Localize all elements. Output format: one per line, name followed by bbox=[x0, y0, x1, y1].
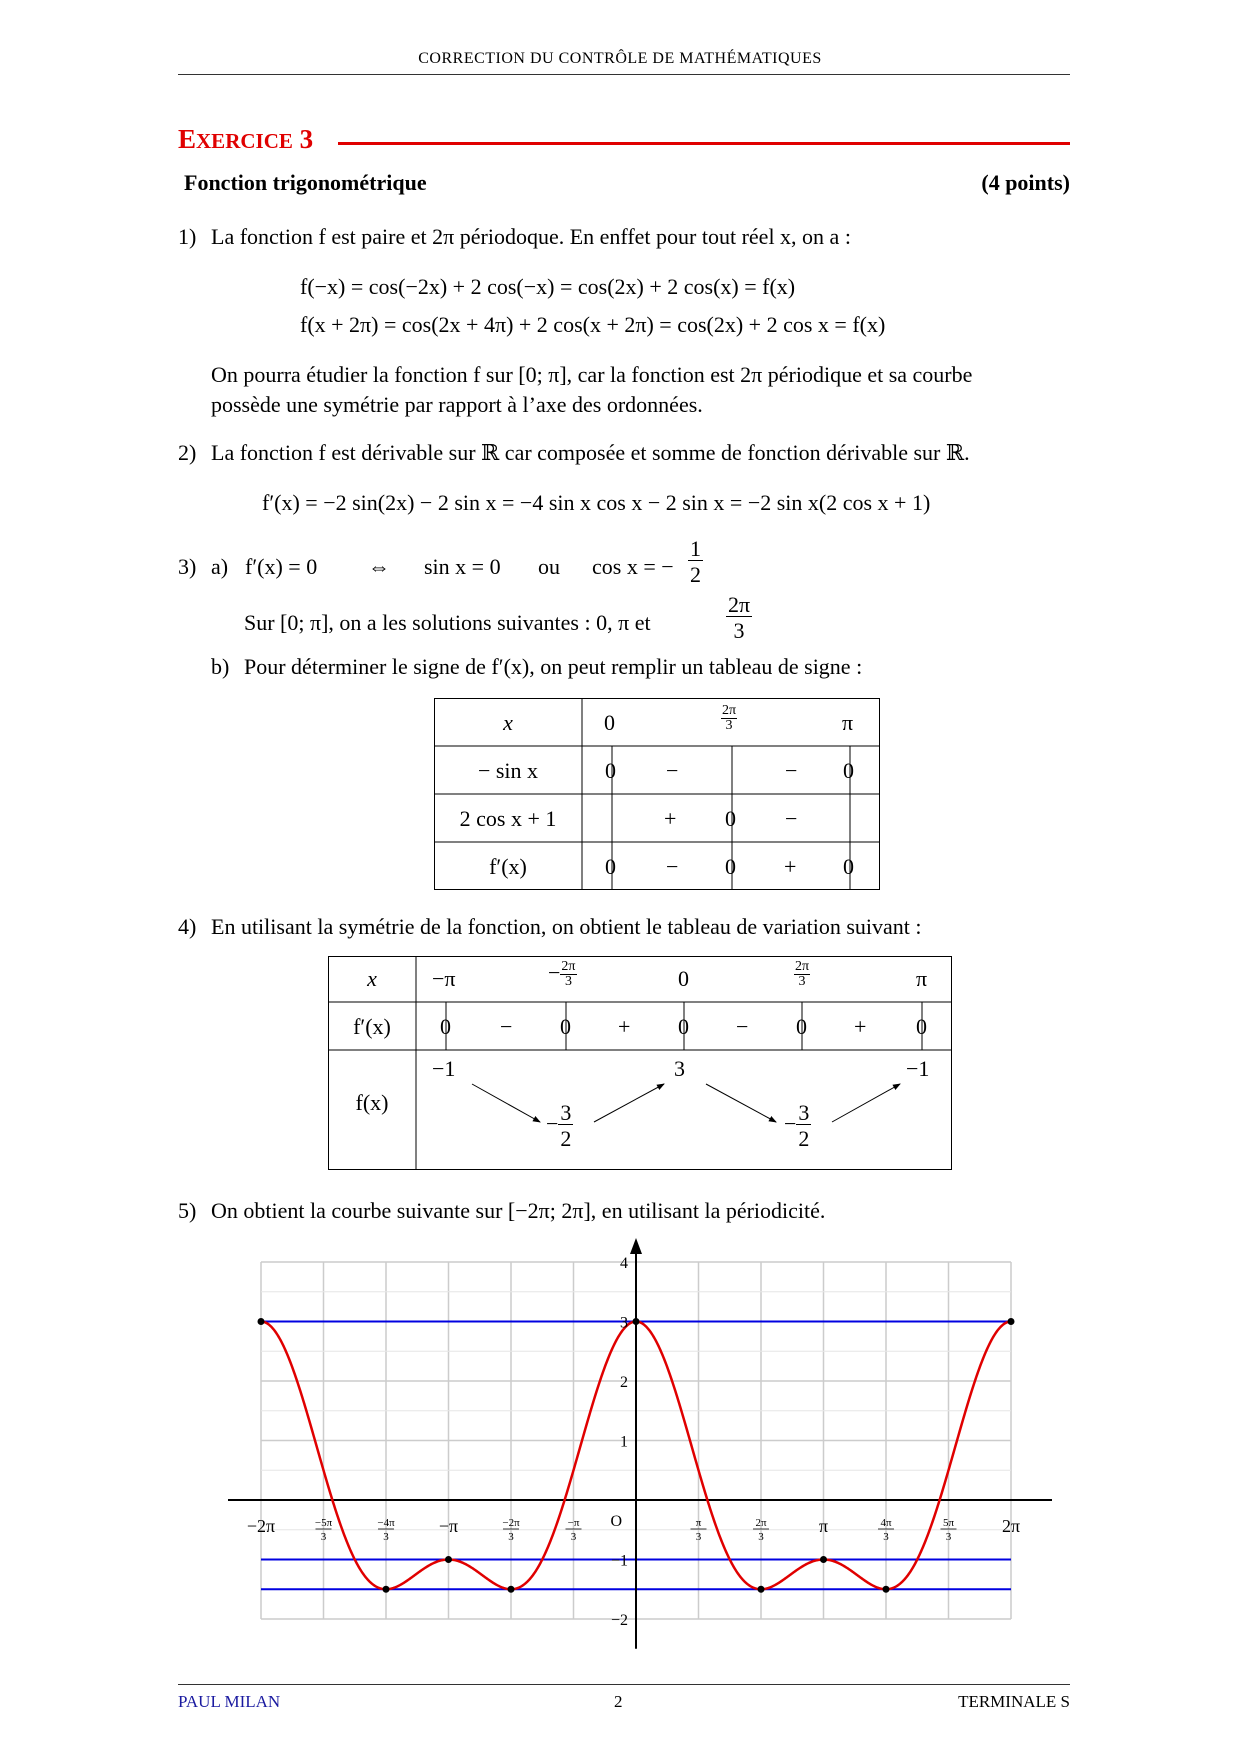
var-fp-sign-1: − bbox=[500, 1014, 513, 1039]
var-x-minus-2pi3 bbox=[548, 960, 577, 989]
var-x-zero: 0 bbox=[678, 966, 689, 991]
sign-x1-den: 3 bbox=[725, 718, 733, 733]
sign-x0: 0 bbox=[604, 710, 615, 735]
footer-author bbox=[178, 1692, 280, 1712]
var-f-min1-den: 2 bbox=[560, 1126, 572, 1151]
q2-number: 2) bbox=[178, 440, 197, 465]
sign-row2-s1: + bbox=[664, 806, 677, 831]
exercise-title-first: E bbox=[178, 124, 197, 154]
q3a-eq1: f′(x) = 0 bbox=[245, 554, 318, 579]
sign-x2: π bbox=[842, 710, 854, 735]
page-header: CORRECTION DU CONTRÔLE DE MATHÉMATIQUES bbox=[418, 50, 822, 67]
y-axis-arrow bbox=[630, 1238, 642, 1254]
q3b-text: Pour déterminer le signe de f′(x), on peut remplir un tableau de signe : bbox=[244, 654, 863, 679]
var-fp-zero-4: 0 bbox=[796, 1014, 807, 1039]
q1-note-line2: possède une symétrie par rapport à l’axe des ordonnées. bbox=[211, 392, 703, 417]
x-tick-label-den: 3 bbox=[695, 1531, 702, 1543]
sign-row1-s1: − bbox=[666, 758, 679, 783]
x-tick-label-num: π bbox=[695, 1517, 702, 1529]
sign-row2-label: 2 cos x + 1 bbox=[459, 806, 557, 831]
var-x3-num: 2π bbox=[795, 959, 810, 974]
q3a-label: a) bbox=[211, 554, 229, 579]
q1-text: La fonction f est paire et 2π périodoque. En enffet pour tout réel x, on a : bbox=[211, 224, 851, 249]
var-x1-den: 3 bbox=[564, 974, 572, 990]
q1-equation-2: f(x + 2π) = cos(2x + 4π) + 2 cos(x + 2π) = cos(2x) + 2 cos x = f(x) bbox=[300, 312, 886, 337]
exercise-subtitle: Fonction trigonométrique bbox=[184, 170, 427, 195]
exercise-points: (4 points) bbox=[981, 170, 1070, 195]
x-tick-label-num: −5π bbox=[314, 1517, 333, 1529]
x-tick-label-num: 2π bbox=[755, 1517, 767, 1529]
sign-row1-v0: 0 bbox=[605, 758, 616, 783]
var-f-min1-sign: − bbox=[546, 1111, 559, 1137]
x-tick-label: −2π bbox=[246, 1516, 276, 1536]
footer-class: TERMINALE S bbox=[958, 1692, 1070, 1711]
var-fp-sign-2: + bbox=[618, 1014, 631, 1039]
var-f-min-2 bbox=[784, 1102, 811, 1150]
var-fp-zero-5: 0 bbox=[916, 1014, 927, 1039]
footer-author-text: PAUL MILAN bbox=[178, 1692, 281, 1711]
x-tick-label: π bbox=[818, 1516, 829, 1536]
exercise-title-rest: XERCICE bbox=[196, 129, 293, 153]
var-f-left: −1 bbox=[432, 1056, 456, 1081]
y-tick-label: −1 bbox=[610, 1552, 628, 1570]
y-tick-label: 3 bbox=[620, 1314, 628, 1332]
var-x1-num: 2π bbox=[561, 959, 576, 975]
curve-point-2 bbox=[445, 1556, 452, 1563]
sign-row3-label: f′(x) bbox=[489, 854, 527, 879]
x-tick-label-num: 4π bbox=[880, 1517, 892, 1529]
sign-row1-s2: − bbox=[785, 758, 798, 783]
var-fp-zero-2: 0 bbox=[560, 1014, 571, 1039]
sign-row1-label: − sin x bbox=[477, 758, 539, 783]
var-f-label: f(x) bbox=[355, 1090, 389, 1115]
curve-point-5 bbox=[758, 1586, 765, 1593]
var-fp-sign-4: + bbox=[854, 1014, 867, 1039]
x-tick-label-den: 3 bbox=[758, 1531, 764, 1543]
q4-number: 4) bbox=[178, 914, 197, 939]
q4-text: En utilisant la symétrie de la fonction, on obtient le tableau de variation suivant : bbox=[211, 914, 922, 939]
y-tick-label: 1 bbox=[620, 1433, 628, 1451]
x-tick-label: −π bbox=[438, 1516, 459, 1536]
var-x-2pi3 bbox=[794, 960, 810, 989]
var-f-min1-num: 3 bbox=[560, 1100, 572, 1125]
q1-equation-1: f(−x) = cos(−2x) + 2 cos(−x) = cos(2x) + 2 cos(x) = f(x) bbox=[300, 274, 796, 299]
x-tick-label-num: −2π bbox=[502, 1517, 520, 1529]
q3a-solutions: Sur [0; π], on a les solutions suivantes : 0, π et bbox=[244, 610, 651, 635]
curve-point-1 bbox=[383, 1586, 390, 1593]
q5-text: On obtient la courbe suivante sur [−2π; 2π], en utilisant la périodicité. bbox=[211, 1198, 826, 1223]
q3-number: 3) bbox=[178, 554, 197, 579]
x-tick-label-num: 5π bbox=[942, 1517, 955, 1529]
q3a-eq3: cos x = − bbox=[592, 554, 674, 579]
var-x-pi: π bbox=[916, 966, 928, 991]
q3a-sol-den: 3 bbox=[733, 618, 745, 643]
sign-row2-v1: 0 bbox=[725, 806, 736, 831]
var-f-max: 3 bbox=[674, 1056, 685, 1081]
x-tick-label-num: −4π bbox=[377, 1517, 395, 1529]
q5-number: 5) bbox=[178, 1198, 197, 1223]
q3a-sol-fraction bbox=[726, 594, 752, 642]
sign-row3-v1: 0 bbox=[725, 854, 736, 879]
q1-number: 1) bbox=[178, 224, 197, 249]
var-f-min2-num: 3 bbox=[798, 1100, 810, 1125]
q3a-sol-num: 2π bbox=[728, 592, 751, 617]
var-fp-sign-3: − bbox=[736, 1014, 749, 1039]
var-fp-zero-1: 0 bbox=[440, 1014, 451, 1039]
x-tick-label-den: 3 bbox=[945, 1531, 952, 1543]
y-tick-label: 4 bbox=[620, 1255, 628, 1272]
x-tick-label-den: 3 bbox=[883, 1531, 889, 1543]
var-f-min-1 bbox=[546, 1102, 573, 1150]
sign-table bbox=[434, 698, 880, 890]
footer-rule bbox=[178, 1684, 1070, 1685]
x-tick-label-den: 3 bbox=[320, 1531, 327, 1543]
var-head-x: x bbox=[367, 966, 377, 991]
var-fp-zero-3: 0 bbox=[678, 1014, 689, 1039]
sign-row3-v2: 0 bbox=[843, 854, 854, 879]
header-rule bbox=[178, 74, 1070, 75]
sign-row1-v2: 0 bbox=[843, 758, 854, 783]
exercise-number: 3 bbox=[299, 124, 314, 154]
q2-equation: f′(x) = −2 sin(2x) − 2 sin x = −4 sin x cos x − 2 sin x = −2 sin x(2 cos x + 1) bbox=[262, 490, 931, 515]
variation-table bbox=[328, 956, 952, 1170]
curve-point-7 bbox=[883, 1586, 890, 1593]
q3a-frac-den: 2 bbox=[690, 562, 701, 587]
curve-point-6 bbox=[820, 1556, 827, 1563]
sign-x1-num: 2π bbox=[722, 703, 737, 718]
q3b-label: b) bbox=[211, 654, 230, 679]
q3a-fraction bbox=[688, 538, 703, 586]
y-tick-label: −2 bbox=[610, 1612, 628, 1629]
q2-text: La fonction f est dérivable sur ℝ car composée et somme de fonction dérivable sur ℝ. bbox=[211, 440, 970, 465]
var-f-min2-sign: − bbox=[784, 1111, 797, 1137]
curve-point-8 bbox=[1008, 1318, 1015, 1325]
q3a-frac-num: 1 bbox=[690, 536, 701, 561]
exercise-title bbox=[178, 124, 313, 155]
q3a-equiv: ⇔ bbox=[368, 554, 390, 579]
q1-note-line1: On pourra étudier la fonction f sur [0; π], car la fonction est 2π périodique et sa courbe bbox=[211, 362, 973, 387]
sign-row3-s2: + bbox=[784, 854, 797, 879]
var-f-min2-den: 2 bbox=[798, 1126, 810, 1151]
sign-x1 bbox=[721, 704, 737, 733]
x-tick-label-den: 3 bbox=[570, 1531, 577, 1543]
x-tick-label-den: 3 bbox=[383, 1531, 389, 1543]
curve-point-4 bbox=[633, 1318, 640, 1325]
variation-table-grid bbox=[328, 956, 952, 1170]
x-tick-label: 2π bbox=[1001, 1516, 1021, 1536]
curve-point-0 bbox=[258, 1318, 265, 1325]
sign-row2-s2: − bbox=[785, 806, 798, 831]
x-tick-label-num: −π bbox=[567, 1517, 580, 1529]
sign-row3-s1: − bbox=[666, 854, 679, 879]
var-x-minus-pi: −π bbox=[432, 966, 456, 991]
var-x-minus-sign: − bbox=[548, 960, 561, 985]
var-fp-label: f′(x) bbox=[353, 1014, 391, 1039]
q3a-or: ou bbox=[538, 554, 560, 579]
function-graph bbox=[220, 1234, 1060, 1658]
var-x3-den: 3 bbox=[798, 974, 806, 989]
exercise-title-rule bbox=[338, 142, 1070, 145]
curve-point-3 bbox=[508, 1586, 515, 1593]
var-f-right: −1 bbox=[906, 1056, 930, 1081]
sign-row3-v0: 0 bbox=[605, 854, 616, 879]
q3a-eq2: sin x = 0 bbox=[424, 554, 501, 579]
origin-label: O bbox=[610, 1513, 622, 1530]
footer-page-number: 2 bbox=[614, 1692, 623, 1711]
x-tick-label-den: 3 bbox=[508, 1531, 514, 1543]
y-tick-label: 2 bbox=[620, 1374, 628, 1391]
sign-head-x: x bbox=[503, 710, 513, 735]
